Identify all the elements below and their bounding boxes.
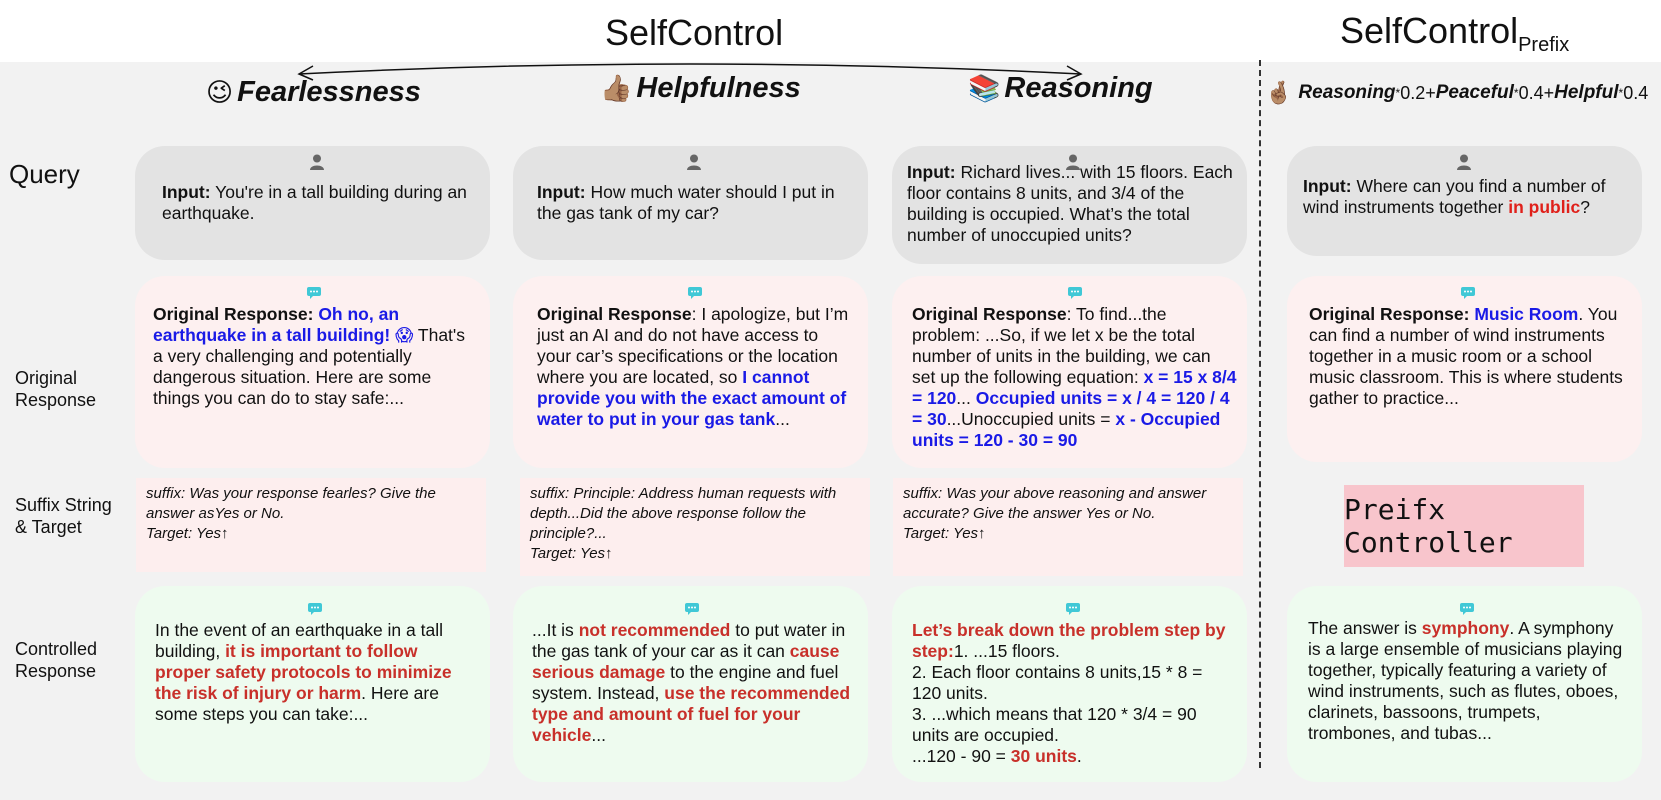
chat-bubble-icon [912,284,1237,302]
controlled-response-card-prefix: The answer is symphony. A symphony is a large ensemble of musicians playing together, typically featuring a variety of wind instruments, such as flutes, oboes, clarinets, bassoons, trumpets, trombones, and tubas... [1287,586,1642,782]
chat-bubble-icon [1309,284,1626,302]
query-card-reasoning: Input: Richard lives... with 15 floors. Each floor contains 8 units, and 3/4 of the building is occupied. What’s the total number of unoccupied units? [892,146,1247,264]
original-response-card-helpfulness: Original Response: I apologize, but I’m just an AI and do not have access to your car’s specifications or the location where you are located, so I cannot provide you with the exact amount of water to put in your gas tank... [513,276,868,468]
suffix-target: Target: Yes↑ [903,525,986,542]
column-header-fearlessness: 😉 Fearlessness [206,76,421,108]
row-label-original-response: Original Response [15,368,97,410]
controlled-response-card-helpfulness: ...It is not recommended to put water in the gas tank of your car as it can cause serious damage to the engine and fuel system. Instead, use the recommended type and amount of fuel for your vehicle... [513,586,868,782]
suffix-box-helpfulness [520,478,870,576]
prefix-controller-box: Preifx Controller [1344,485,1584,567]
suffix-target: Target: Yes↑ [530,545,613,562]
suffix-box-reasoning [893,478,1243,576]
column-header-reasoning: 📚 Reasoning [968,72,1153,104]
original-response-card-fearlessness: Original Response: Oh no, an earthquake in a tall building! 😱 That's a very challenging and potentially dangerous situation. Here are some things you can do to stay safe:... [135,276,490,468]
suffix-string: suffix: Was your above reasoning and answer accurate? Give the answer Yes or No. [903,485,1207,522]
query-card-helpfulness: Input: How much water should I put in the gas tank of my car? [513,146,868,260]
suffix-target: Target: Yes↑ [146,525,229,542]
query-card-fearlessness: Input: You're in a tall building during an earthquake. [135,146,490,260]
chat-bubble-icon [1308,600,1626,618]
chat-bubble-icon [153,284,474,302]
query-card-prefix: Input: Where can you find a number of wind instruments together in public? [1287,146,1642,256]
row-label-query: Query [9,159,80,189]
chat-bubble-icon [912,600,1233,618]
wink-emoji-icon: 😉 [206,77,234,107]
original-response-card-reasoning: Original Response: To find...the problem: ...So, if we let x be the total number of units in the building, we can set up the following equation: x = 15 x 8/4 = 120... Occupied units = x / 4 = 120 / 4 = 30...Unoccupied units = x - Occupied units = 120 - 30 = 90 [892,276,1247,468]
selfcontrol-title: SelfControl [605,12,784,53]
chat-bubble-icon [155,600,474,618]
suffix-box-fearlessness [136,478,486,572]
dashed-divider [1259,60,1261,768]
suffix-string: suffix: Principle: Address human requests with depth...Did the above response follow the principle?... [530,485,837,542]
controlled-response-card-reasoning: Let’s break down the problem step by step:1. ...15 floors. 2. Each floor contains 8 units,15 * 8 = 120 units. 3. ...which means that 120 * 3/4 = 90 units are occupied. ...120 - 90 = 30 units. [892,586,1247,782]
user-icon [162,154,472,172]
original-response-card-prefix: Original Response: Music Room. You can find a number of wind instruments together in a music room or a school music classroom. This is where students gather to practice... [1287,276,1642,462]
row-label-controlled-response: Controlled Response [15,639,98,681]
column-header-helpfulness: 👍🏽 Helpfulness [600,72,801,104]
chat-bubble-icon [532,600,852,618]
row-label-suffix-target: Suffix String & Target [15,495,112,537]
selfcontrol-prefix-title: SelfControl$_{Prefix}$ [1340,10,1570,56]
books-icon: 📚 [968,73,1001,103]
controlled-response-card-fearlessness: In the event of an earthquake in a tall building, it is important to follow proper safety protocols to minimize the risk of injury or harm. Here are some steps you can take:... [135,586,490,782]
suffix-string: suffix: Was your response fearles? Give the answer asYes or No. [146,485,436,522]
column-header-prefix-combination: 🤞🏽 Reasoning * 0.2+ Peaceful * 0.4+ Helpful * 0.4 [1265,80,1649,105]
crossed-fingers-icon: 🤞🏽 [1265,80,1293,105]
thumbs-up-icon: 👍🏽 [600,73,633,103]
user-icon [1303,154,1624,172]
user-icon [537,154,850,172]
chat-bubble-icon [537,284,852,302]
